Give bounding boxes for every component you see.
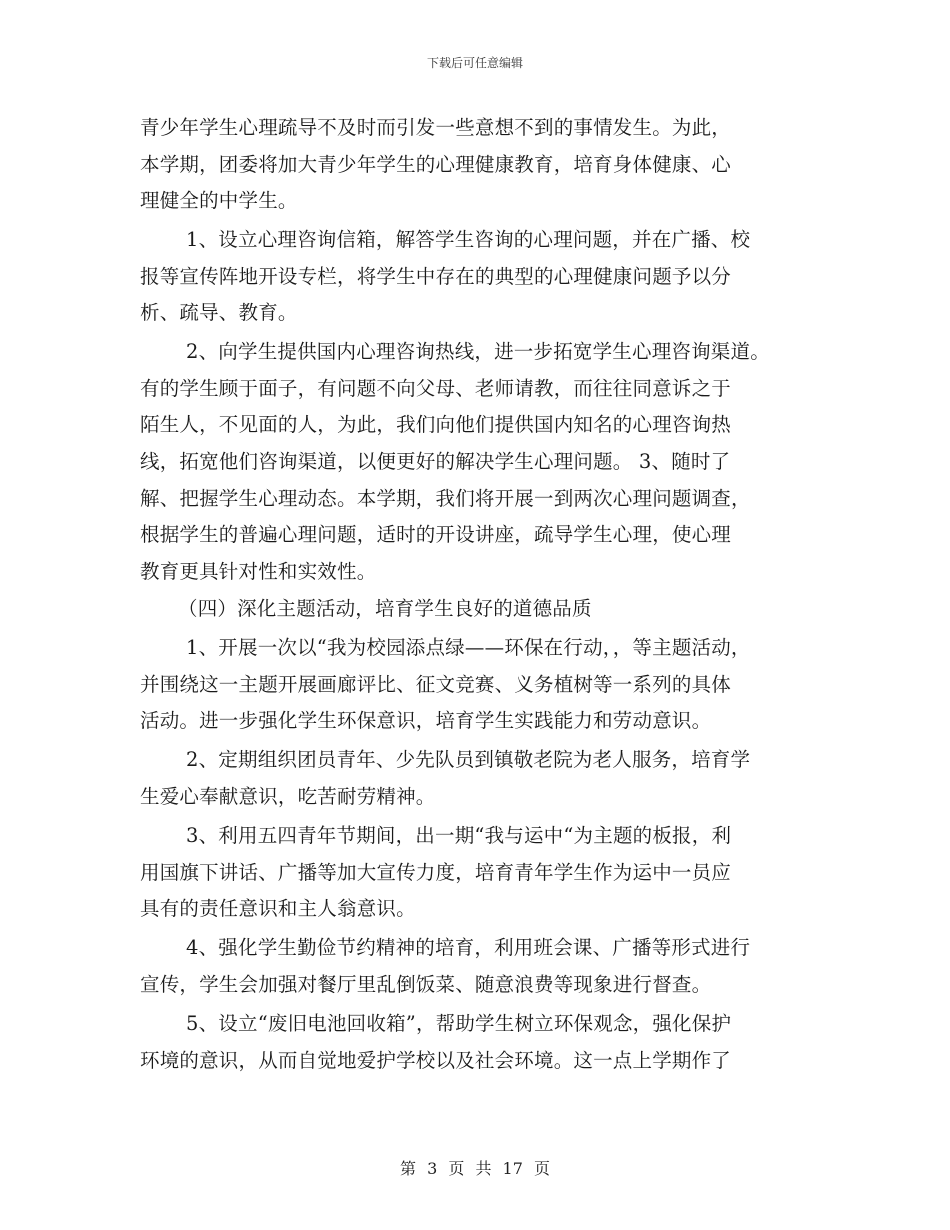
paragraph-line: 报等宣传阵地开设专栏，将学生中存在的典型的心理健康问题予以分 [140, 265, 732, 288]
paragraph-line: 3、利用五四青年节期间，出一期“我与运中“为主题的板报，利 [186, 824, 732, 847]
paragraph-line: 宣传，学生会加强对餐厅里乱倒饭菜、随意浪费等现象进行督查。 [140, 973, 712, 996]
paragraph-line: 教育更具针对性和实效性。 [140, 560, 377, 583]
paragraph-line: 环境的意识，从而自觉地爱护学校以及社会环境。这一点上学期作了 [140, 1049, 732, 1072]
paragraph-line: 5、设立“废旧电池回收箱”，帮助学生树立环保观念，强化保护 [186, 1012, 732, 1035]
paragraph-line: 并围绕这一主题开展画廊评比、征文竞赛、义务植树等一系列的具体 [140, 673, 732, 696]
paragraph-line: 陌生人，不见面的人，为此，我们向他们提供国内知名的心理咨询热 [140, 413, 732, 436]
paragraph-line: 有的学生顾于面子，有问题不向父母、老师请教，而往往同意诉之于 [140, 377, 732, 400]
paragraph-line: 具有的责任意识和主人翁意识。 [140, 897, 416, 920]
paragraph-line: 理健全的中学生。 [140, 189, 298, 212]
paragraph-line: 1、设立心理咨询信箱，解答学生咨询的心理问题，并在广播、校 [186, 228, 751, 251]
paragraph-line: 析、疏导、教育。 [140, 301, 298, 324]
section-heading: （四）深化主题活动，培育学生良好的道德品质 [178, 597, 592, 620]
paragraph-line: 活动。进一步强化学生环保意识，培育学生实践能力和劳动意识。 [140, 709, 712, 732]
page-header: 下载后可任意编辑 [426, 56, 523, 70]
paragraph-line: 2、定期组织团员青年、少先队员到镇敬老院为老人服务，培育学 [186, 748, 751, 771]
paragraph-line: 用国旗下讲话、广播等加大宣传力度，培育青年学生作为运中一员应 [140, 861, 732, 884]
paragraph-line: 4、强化学生勤俭节约精神的培育，利用班会课、广播等形式进行 [186, 936, 751, 959]
paragraph-line: 根据学生的普遍心理问题，适时的开设讲座，疏导学生心理，使心理 [140, 523, 732, 546]
paragraph-line: 青少年学生心理疏导不及时而引发一些意想不到的事情发生。为此， [140, 116, 732, 139]
page-footer: 第 3 页 共 17 页 [400, 1159, 550, 1178]
paragraph-line: 2、向学生提供国内心理咨询热线，进一步拓宽学生心理咨询渠道。 [186, 340, 770, 363]
paragraph-line: 1、开展一次以“我为校园添点绿——环保在行动，，等主题活动， [186, 636, 751, 659]
paragraph-line: 解、把握学生心理动态。本学期，我们将开展一到两次心理问题调查， [140, 487, 751, 510]
paragraph-line: 生爱心奉献意识，吃苦耐劳精神。 [140, 785, 436, 808]
paragraph-line: 线，拓宽他们咨询渠道，以便更好的解决学生心理问题。 3、随时了 [140, 450, 731, 473]
paragraph-line: 本学期，团委将加大青少年学生的心理健康教育，培育身体健康、心 [140, 153, 732, 176]
